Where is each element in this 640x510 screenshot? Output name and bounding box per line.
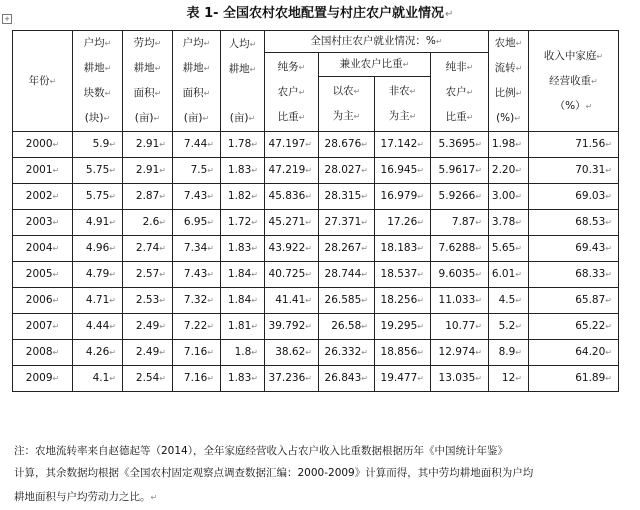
value-cell: 7.16↵ <box>173 340 221 366</box>
value-cell: 61.89↵ <box>529 366 619 392</box>
value-cell: 4.79↵ <box>73 262 123 288</box>
value-cell: 70.31↵ <box>529 158 619 184</box>
year-cell: 2001↵ <box>13 158 73 184</box>
table-title: 表 1- 全国农村农地配置与村庄农户就业情况↵ <box>186 6 454 21</box>
value-cell: 6.95↵ <box>173 210 221 236</box>
header-line: 比例↵ <box>494 87 523 99</box>
value-cell: 2.91↵ <box>123 158 173 184</box>
year-cell: 2000↵ <box>13 132 73 158</box>
value-cell: 28.315↵ <box>319 184 375 210</box>
value-cell: 4.26↵ <box>73 340 123 366</box>
value-cell: 18.856↵ <box>375 340 431 366</box>
value-cell: 40.725↵ <box>265 262 319 288</box>
note-line-3: 耕地面积与户均劳动力之比。↵ <box>14 491 158 503</box>
value-cell: 1.72↵ <box>221 210 265 236</box>
header-line: 人均↵ <box>228 37 257 50</box>
header-land-transfer-ratio <box>489 31 529 132</box>
header-line: 比重↵ <box>445 110 474 123</box>
value-cell: 3.78↵ <box>489 210 529 236</box>
header-labor-land-area <box>123 31 173 132</box>
value-cell: 28.744↵ <box>319 262 375 288</box>
header-line: 以农↵ <box>332 84 361 97</box>
value-cell: 5.9617↵ <box>431 158 489 184</box>
value-cell: 2.49↵ <box>123 340 173 366</box>
value-cell: 43.922↵ <box>265 236 319 262</box>
value-cell: 16.945↵ <box>375 158 431 184</box>
value-cell: 16.979↵ <box>375 184 431 210</box>
value-cell: 64.20↵ <box>529 340 619 366</box>
value-cell: 7.34↵ <box>173 236 221 262</box>
header-income-share <box>529 31 619 132</box>
value-cell: 7.87↵ <box>431 210 489 236</box>
header-line: 农地↵ <box>494 37 523 49</box>
value-cell: 19.477↵ <box>375 366 431 392</box>
header-line: 流转↵ <box>494 62 523 74</box>
value-cell: 45.836↵ <box>265 184 319 210</box>
value-cell: 4.91↵ <box>73 210 123 236</box>
header-line: 块数↵ <box>83 87 112 99</box>
value-cell: 68.33↵ <box>529 262 619 288</box>
value-cell: 2.91↵ <box>123 132 173 158</box>
value-cell: 1.83↵ <box>221 158 265 184</box>
value-cell: 19.295↵ <box>375 314 431 340</box>
value-cell: 2.49↵ <box>123 314 173 340</box>
value-cell: 1.83↵ <box>221 366 265 392</box>
value-cell: 45.271↵ <box>265 210 319 236</box>
value-cell: 7.43↵ <box>173 184 221 210</box>
header-line: 户均↵ <box>83 37 112 49</box>
year-cell: 2002↵ <box>13 184 73 210</box>
year-cell: 2008↵ <box>13 340 73 366</box>
value-cell: 71.56↵ <box>529 132 619 158</box>
value-cell: 37.236↵ <box>265 366 319 392</box>
value-cell: 5.9266↵ <box>431 184 489 210</box>
value-cell: 65.87↵ <box>529 288 619 314</box>
year-cell: 2004↵ <box>13 236 73 262</box>
note-line-2: 计算，其余数据均根据《全国农村固定观察点调查数据汇编：2000-2009》计算而得，其中劳均耕地面积为户均 <box>14 467 534 479</box>
value-cell: 8.9↵ <box>489 340 529 366</box>
value-cell: 47.219↵ <box>265 158 319 184</box>
header-line: 纯务↵ <box>277 60 306 73</box>
value-cell: 11.033↵ <box>431 288 489 314</box>
value-cell: 47.197↵ <box>265 132 319 158</box>
value-cell: 5.65↵ <box>489 236 529 262</box>
header-household-land-area <box>173 31 221 132</box>
value-cell: 28.676↵ <box>319 132 375 158</box>
value-cell: 13.035↵ <box>431 366 489 392</box>
value-cell: 28.267↵ <box>319 236 375 262</box>
header-line: （%）↵ <box>554 99 593 112</box>
header-line: 面积↵ <box>133 87 162 99</box>
value-cell: 2.54↵ <box>123 366 173 392</box>
value-cell: 7.44↵ <box>173 132 221 158</box>
value-cell: 26.585↵ <box>319 288 375 314</box>
header-households-plot-count <box>73 31 123 132</box>
value-cell: 4.71↵ <box>73 288 123 314</box>
value-cell: 1.84↵ <box>221 288 265 314</box>
value-cell: 1.8↵ <box>221 340 265 366</box>
header-nonagri-main <box>375 76 431 132</box>
header-line: (亩)↵ <box>229 111 256 124</box>
value-cell: 5.2↵ <box>489 314 529 340</box>
value-cell: 9.6035↵ <box>431 262 489 288</box>
value-cell: 2.87↵ <box>123 184 173 210</box>
value-cell: 17.26↵ <box>375 210 431 236</box>
value-cell: 1.98↵ <box>489 132 529 158</box>
header-line: 耕地↵ <box>182 62 211 74</box>
value-cell: 2.57↵ <box>123 262 173 288</box>
header-pure-agri-share <box>265 53 319 132</box>
value-cell: 65.22↵ <box>529 314 619 340</box>
value-cell: 7.6288↵ <box>431 236 489 262</box>
header-line: (块)↵ <box>84 112 111 124</box>
note-line-1: 注：农地流转率来自赵德起等（2014），全年家庭经营收入占农户收入比重数据根据历年《中国统计年鉴》 <box>14 445 508 457</box>
header-line: 为主↵ <box>388 109 417 122</box>
header-agri-main <box>319 76 375 132</box>
header-year: 年份↵ <box>13 31 73 132</box>
header-line: 经营收重↵ <box>549 74 598 87</box>
value-cell: 7.32↵ <box>173 288 221 314</box>
header-line: 耕地↵ <box>228 62 257 75</box>
value-cell: 7.16↵ <box>173 366 221 392</box>
table-row <box>13 314 619 340</box>
value-cell: 28.027↵ <box>319 158 375 184</box>
value-cell: 1.81↵ <box>221 314 265 340</box>
table-row <box>13 366 619 392</box>
header-line: 为主↵ <box>332 109 361 122</box>
header-line: 非农↵ <box>388 84 417 97</box>
value-cell: 6.01↵ <box>489 262 529 288</box>
header-line: 耕地↵ <box>133 62 162 74</box>
value-cell: 3.00↵ <box>489 184 529 210</box>
value-cell: 2.53↵ <box>123 288 173 314</box>
year-cell: 2003↵ <box>13 210 73 236</box>
table-row <box>13 184 619 210</box>
header-line: 户均↵ <box>182 37 211 49</box>
value-cell: 26.58↵ <box>319 314 375 340</box>
value-cell: 1.84↵ <box>221 262 265 288</box>
table-row <box>13 236 619 262</box>
value-cell: 39.792↵ <box>265 314 319 340</box>
value-cell: 69.43↵ <box>529 236 619 262</box>
header-line: 农户↵ <box>277 85 306 98</box>
table-row <box>13 132 619 158</box>
value-cell: 1.83↵ <box>221 236 265 262</box>
value-cell: 12↵ <box>489 366 529 392</box>
value-cell: 2.6↵ <box>123 210 173 236</box>
value-cell: 5.3695↵ <box>431 132 489 158</box>
year-cell: 2009↵ <box>13 366 73 392</box>
year-cell: 2007↵ <box>13 314 73 340</box>
header-per-capita-land <box>221 31 265 132</box>
header-part-time-share: 兼业农户比重↵ <box>319 53 431 77</box>
value-cell: 2.74↵ <box>123 236 173 262</box>
table-anchor-icon[interactable]: + <box>2 14 12 24</box>
header-line: 农户↵ <box>445 85 474 98</box>
value-cell: 10.77↵ <box>431 314 489 340</box>
table-row <box>13 288 619 314</box>
header-line: 纯非↵ <box>445 60 474 73</box>
value-cell: 4.44↵ <box>73 314 123 340</box>
value-cell: 18.256↵ <box>375 288 431 314</box>
value-cell: 7.5↵ <box>173 158 221 184</box>
header-line: 比重↵ <box>277 110 306 123</box>
value-cell: 17.142↵ <box>375 132 431 158</box>
value-cell: 68.53↵ <box>529 210 619 236</box>
value-cell: 7.43↵ <box>173 262 221 288</box>
value-cell: 26.843↵ <box>319 366 375 392</box>
value-cell: 18.183↵ <box>375 236 431 262</box>
value-cell: 69.03↵ <box>529 184 619 210</box>
value-cell: 5.9↵ <box>73 132 123 158</box>
value-cell: 18.537↵ <box>375 262 431 288</box>
header-line: (亩)↵ <box>134 112 161 124</box>
header-line: 耕地↵ <box>83 62 112 74</box>
value-cell: 41.41↵ <box>265 288 319 314</box>
year-cell: 2006↵ <box>13 288 73 314</box>
header-line: 收入中家庭↵ <box>543 49 604 62</box>
header-line: 劳均↵ <box>133 37 162 49</box>
value-cell: 1.82↵ <box>221 184 265 210</box>
value-cell: 4.1↵ <box>73 366 123 392</box>
header-pure-nonagri-share <box>431 53 489 132</box>
value-cell: 5.75↵ <box>73 184 123 210</box>
header-line: 面积↵ <box>182 87 211 99</box>
value-cell: 2.20↵ <box>489 158 529 184</box>
data-table <box>12 30 619 392</box>
value-cell: 7.22↵ <box>173 314 221 340</box>
value-cell: 38.62↵ <box>265 340 319 366</box>
table-row <box>13 262 619 288</box>
table-row <box>13 210 619 236</box>
value-cell: 27.371↵ <box>319 210 375 236</box>
value-cell: 1.78↵ <box>221 132 265 158</box>
table-row <box>13 158 619 184</box>
value-cell: 4.5↵ <box>489 288 529 314</box>
value-cell: 26.332↵ <box>319 340 375 366</box>
header-line: (%)↵ <box>496 112 521 124</box>
table-row <box>13 340 619 366</box>
header-employment-group: 全国村庄农户就业情况：%↵ <box>265 31 489 53</box>
value-cell: 12.974↵ <box>431 340 489 366</box>
header-line: (亩)↵ <box>183 112 210 124</box>
year-cell: 2005↵ <box>13 262 73 288</box>
header-line <box>221 82 264 106</box>
value-cell: 4.96↵ <box>73 236 123 262</box>
value-cell: 5.75↵ <box>73 158 123 184</box>
